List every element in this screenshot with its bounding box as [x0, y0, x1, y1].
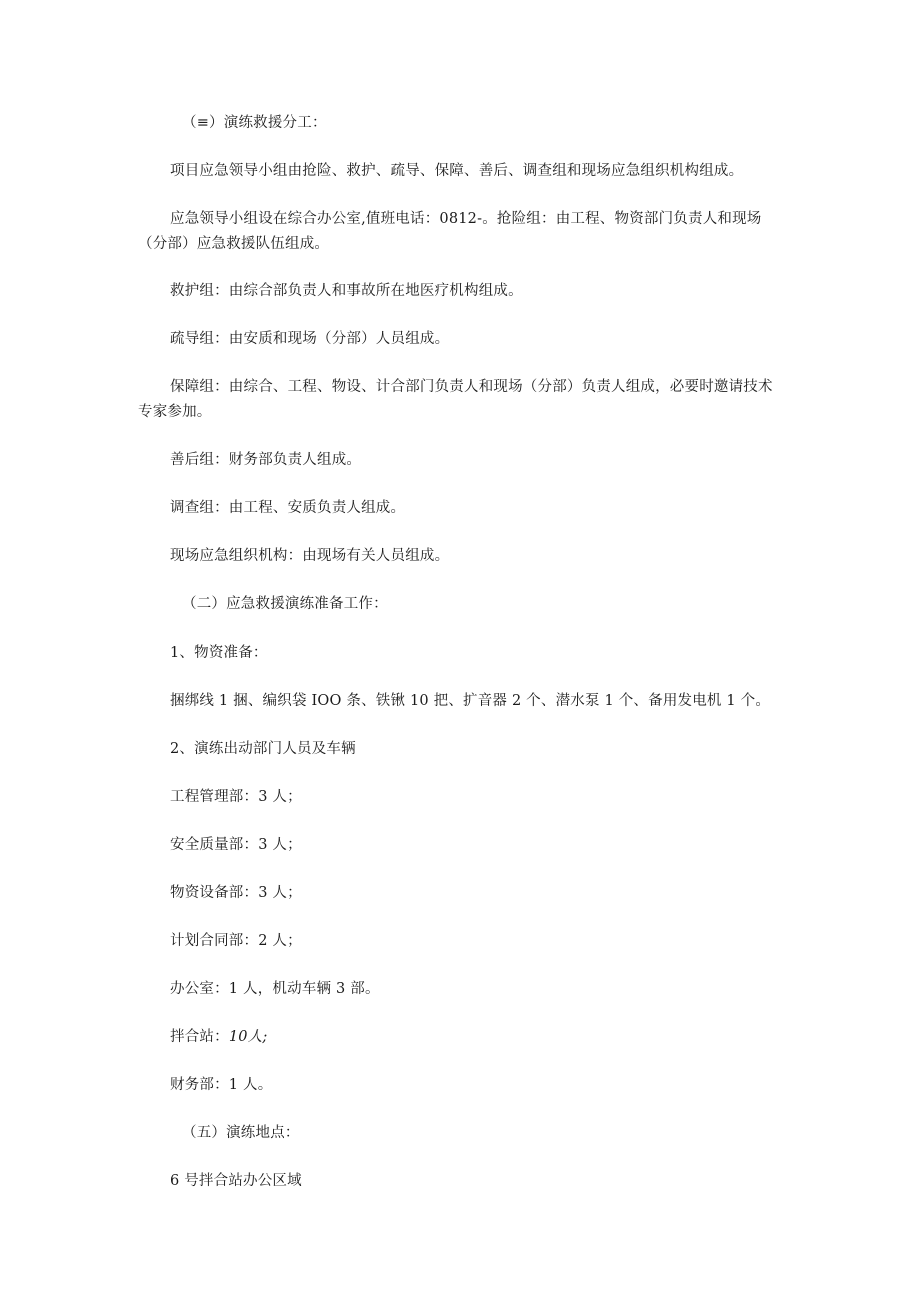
section-heading-division: （≡）演练救援分工： — [182, 115, 327, 131]
list-heading-materials: 1、物资准备： — [170, 645, 268, 661]
mixing-station-count: 10人; — [228, 1029, 268, 1045]
personnel-office-vehicles: 办公室：1 人，机动车辆 3 部。 — [170, 981, 380, 997]
paragraph-onsite-organization: 现场应急组织机构：由现场有关人员组成。 — [170, 548, 450, 564]
paragraph-rescue-group: 救护组：由综合部负责人和事故所在地医疗机构组成。 — [170, 283, 523, 299]
list-heading-personnel: 2、演练出动部门人员及车辆 — [170, 741, 356, 757]
section-heading-location: （五）演练地点： — [182, 1125, 300, 1141]
personnel-safety-quality: 安全质量部：3 人； — [170, 837, 302, 853]
paragraph-location: 6 号拌合站办公区域 — [170, 1173, 302, 1189]
personnel-mixing-station — [138, 1025, 786, 1050]
paragraph-leadership-group: 项目应急领导小组由抢险、救护、疏导、保障、善后、调查组和现场应急组织机构组成。 — [170, 163, 744, 179]
paragraph-materials-list: 捆绑线 1 捆、编织袋 IOO 条、铁锹 10 把、扩音器 2 个、潜水泵 1 个、备用发电机 1 个。 — [170, 693, 771, 709]
personnel-engineering: 工程管理部：3 人； — [170, 789, 302, 805]
section-heading-preparation: （二）应急救援演练准备工作： — [182, 596, 388, 612]
paragraph-guidance-group: 疏导组：由安质和现场（分部）人员组成。 — [170, 331, 450, 347]
paragraph-support-group: 保障组：由综合、工程、物设、计合部门负责人和现场（分部）负责人组成，必要时邀请技术专家参加。 — [138, 379, 773, 420]
paragraph-investigation-group: 调查组：由工程、安质负责人组成。 — [170, 500, 406, 516]
mixing-station-label: 拌合站： — [170, 1029, 229, 1045]
personnel-finance: 财务部：1 人。 — [170, 1077, 273, 1093]
paragraph-aftermath-group: 善后组：财务部负责人组成。 — [170, 452, 362, 468]
personnel-materials-equipment: 物资设备部：3 人； — [170, 885, 302, 901]
paragraph-duty-phone: 应急领导小组设在综合办公室,值班电话：0812-。抢险组：由工程、物资部门负责人和现场（分部）应急救援队伍组成。 — [138, 211, 762, 252]
personnel-planning-contract: 计划合同部：2 人； — [170, 933, 302, 949]
